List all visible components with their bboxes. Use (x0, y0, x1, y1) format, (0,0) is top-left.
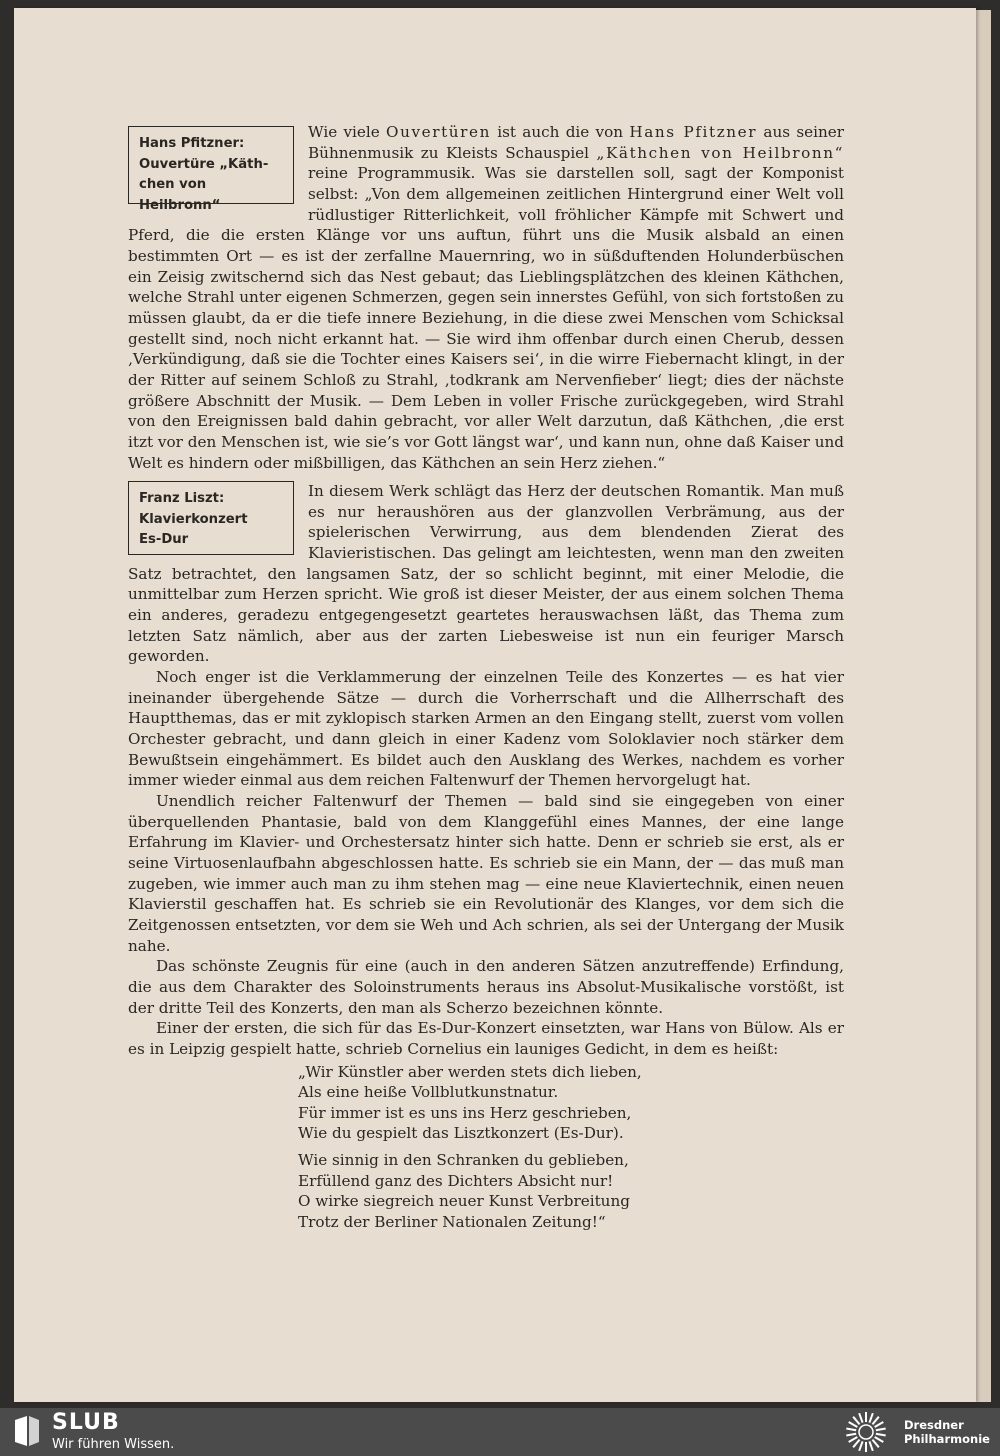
poem-line: Für immer ist es uns ins Herz geschrieben, (298, 1103, 632, 1122)
dresdner-philharmonie-logo-icon[interactable] (838, 1411, 894, 1453)
slub-slogan: Wir führen Wissen. (52, 1437, 175, 1452)
poem-line: „Wir Künstler aber werden stets dich lieben, (298, 1062, 642, 1081)
poem (298, 1062, 844, 1233)
slub-logo-icon[interactable] (12, 1414, 42, 1448)
liszt-paragraph-5: Einer der ersten, die sich für das Es-Dur-Konzert einsetzten, war Hans von Bülow. Als er es in Leipzig gespielt hatte, schrieb Cornelius ein launiges Gedicht, in dem es heißt: (128, 1019, 844, 1058)
pfitzner-heading-box (128, 126, 294, 213)
pfitzner-paragraph: Wie viele Ouvertüren ist auch die von Hans Pfitzner aus seiner Bühnenmusik zu Kleists Schauspiel „Käthchen von Heilbronn“ reine Programmusik. Was sie darstellen soll, sagt der Komponist selbst: „Von dem allgemeinen zeitlichen Hintergrund einer Welt voll rüdlustiger Ritterlichkeit, voll fröhlicher Kämpfe mit Schwert und Pferd, die die ersten Klänge vor uns auftun, führt uns die Musik alsbald an einen bestimmten Ort — es ist der zerfallne Mauernring, wo in süßduftenden Holunderbüschen ein Zeisig zwitschernd sich das Nest gebaut; das Lieblingsplätzchen des kleinen Käthchen, welche Strahl unter eigenen Schmerzen, gegen sein innerstes Gefühl, von sich fortstoßen zu müssen glaubt, da er die tiefe innere Beziehung, in die diese zwei Menschen vom Schicksal gestellt sind, noch nicht erkannt hat. — Sie wird ihm offenbar durch einen Cherub, dessen ‚Verkündigung, daß sie die Tochter eines Kaisers sei‘, in die wirre Fiebernacht klingt, in der der Ritter auf seinem Schloß zu Strahl, ‚todkrank am Nervenfieber‘ liegt; dies der nächste größere Abschnitt der Musik. — Dem Leben in voller Frische zurückgegeben, wird Strahl von den Ereignissen bald dahin gebracht, vor aller Welt darzutun, daß Käthchen, ‚die erst itzt vor den Menschen ist, wie sie’s vor Gott längst war‘, und kann nun, ohne daß Kaiser und Welt es hindern oder mißbilligen, das Käthchen an sein Herz ziehen.“ (128, 123, 844, 472)
partner-name-line-1: Dresdner (904, 1418, 964, 1432)
poem-line: Wie sinnig in den Schranken du geblieben, (298, 1150, 629, 1169)
pfitzner-heading-line: Hans Pfitzner: (139, 136, 245, 151)
liszt-heading-line: Franz Liszt: (139, 491, 225, 507)
liszt-heading-box (128, 481, 294, 555)
poem-line: O wirke siegreich neuer Kunst Verbreitung (298, 1192, 630, 1211)
dresdner-philharmonie-name[interactable] (904, 1418, 990, 1446)
poem-stanza-1 (298, 1062, 844, 1144)
partner-name-line-2: Philharmonie (904, 1432, 990, 1446)
poem-line: Trotz der Berliner Nationalen Zeitung!“ (298, 1212, 606, 1231)
poem-stanza-2 (298, 1150, 844, 1232)
liszt-paragraph-3: Unendlich reicher Faltenwurf der Themen — bald sind sie eingegeben von einer überquellenden Phantasie, bald von dem Klanggefühl eines Mannes, der eine lange Erfahrung im Klavier- und Orchestersatz hinter sich hatte. Denn er schrieb sie erst, als er seine Virtuosenlaufbahn abgeschlossen hatte. Es schrieb sie ein Mann, der — das muß man zugeben, wie immer auch man zu ihm stehen mag — eine neue Klaviertechnik, einen neuen Klavierstil geschaffen hat. Es schrieb sie ein Revolutionär des Klanges, vor dem sich die Zeitgenossen entsetzten, vor dem sie Weh und Ach schrien, als sei der Untergang der Musik nahe. (128, 792, 844, 955)
poem-line: Erfüllend ganz des Dichters Absicht nur! (298, 1171, 614, 1190)
liszt-paragraph-4: Das schönste Zeugnis für eine (auch in den anderen Sätzen anzutreffende) Erfindung, die aus dem Charakter des Soloinstruments heraus ins Absolut-Musikalische vorstößt, ist der dritte Teil des Konzerts, den man als Scherzo bezeichnen könnte. (128, 957, 844, 1017)
pfitzner-heading-line: chen von Heilbronn“ (139, 177, 221, 213)
pfitzner-heading-line: Ouvertüre „Käth- (139, 156, 269, 172)
poem-line: Als eine heiße Vollblutkunstnatur. (298, 1083, 559, 1102)
slub-name[interactable]: SLUB (52, 1410, 120, 1435)
liszt-paragraph-2: Noch enger ist die Verklammerung der einzelnen Teile des Konzertes — es hat vier ineinander übergehende Sätze — durch die Vorherrschaft und die Allherrschaft des Hauptthemas, das er mit zyklopisch starken Armen an den Eingang stellt, zuerst vom vollen Orchester gebracht, und dann gleich in einer Kadenz vom Soloklavier noch stärker dem Bewußtsein eingehämmert. Es bildet auch den Ausklang des Werkes, nachdem es vorher immer wieder einmal aus dem reichen Faltenwurf der Themen hervorgelugt hat. (128, 668, 844, 790)
document-text (128, 122, 844, 1232)
footer-bar (0, 1408, 1000, 1456)
liszt-heading-line: Klavierkonzert (139, 511, 248, 527)
liszt-heading-line: Es-Dur (139, 532, 189, 548)
poem-line: Wie du gespielt das Lisztkonzert (Es-Dur). (298, 1124, 624, 1143)
liszt-paragraph-1: In diesem Werk schlägt das Herz der deutschen Romantik. Man muß es nur heraushören aus der glanzvollen Verbrämung, aus der spielerischen Verwirrung, aus dem blendenden Zierat des Klavieristischen. Das gelingt am leichtesten, wenn man den zweiten Satz betrachtet, den langsamen Satz, der so schlicht beginnt, mit einer Melodie, die unmittelbar zum Herzen spricht. Wie groß ist dieser Meister, der aus einem solchen Thema ein anderes, geradezu entgegengesetzt geartetes herauswachsen läßt, das Thema zum letzten Satz nämlich, aber aus der zarten Liebesweise ist nun ein feuriger Marsch geworden. (128, 482, 844, 666)
